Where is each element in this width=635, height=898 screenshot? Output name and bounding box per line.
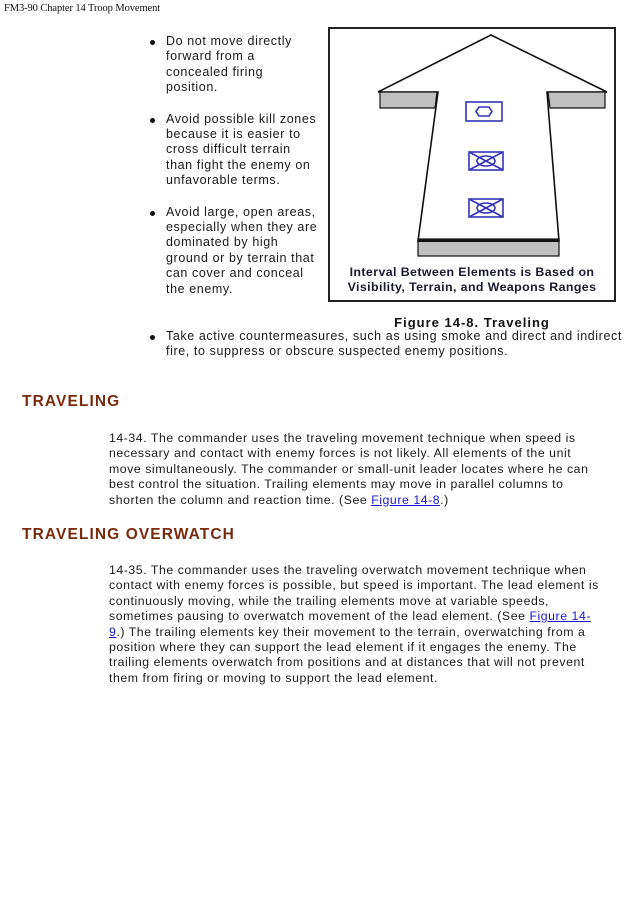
bullet-text: Do not move directly forward from a concealed firing position. bbox=[166, 34, 292, 95]
bullet-text: Take active countermeasures, such as using smoke and direct and indirect fire, to suppress or obscure suspected enemy positions. bbox=[166, 329, 622, 359]
left-shoulder-band bbox=[380, 92, 437, 108]
bullet-dot-icon bbox=[150, 118, 155, 123]
figure-note-line: Interval Between Elements is Based on bbox=[349, 265, 595, 279]
figure-note-line: Visibility, Terrain, and Weapons Ranges bbox=[347, 280, 597, 294]
bullet-dot-icon bbox=[150, 335, 155, 340]
bullet-item bbox=[148, 329, 635, 360]
bullet-item bbox=[148, 112, 318, 189]
base-band-top bbox=[418, 239, 559, 242]
bullet-item bbox=[148, 205, 318, 297]
paragraph-text: .) The trailing elements key their movement to the terrain, overwatching from a position where they can support the lead element if it engages the enemy. The trailing elements overwatch from positions and at distances that will not prevent them from firing or moving to support the lead element. bbox=[109, 624, 586, 685]
bullet-text: Avoid possible kill zones because it is easier to cross difficult terrain than fight the enemy on unfavorable terms. bbox=[166, 111, 317, 188]
figure-note bbox=[330, 265, 614, 295]
running-header: FM3-90 Chapter 14 Troop Movement bbox=[4, 3, 161, 14]
bullet-dot-icon bbox=[150, 40, 155, 45]
figure-traveling bbox=[328, 27, 616, 302]
right-shoulder-band bbox=[548, 92, 605, 108]
figure-caption: Figure 14-8. Traveling bbox=[394, 315, 550, 330]
paragraph-14-35 bbox=[109, 563, 601, 686]
section-title-traveling-overwatch: TRAVELING OVERWATCH bbox=[22, 526, 235, 543]
figure-14-9-link[interactable]: Figure 14-9 bbox=[109, 609, 591, 639]
paragraph-text: 14-35. The commander uses the traveling overwatch movement technique when contact with enemy forces is possible, but speed is important. The lead element is continuously moving, while the trailing elements move at variable speeds, sometimes pausing to overwatch movement of the lead element. (See bbox=[109, 563, 599, 624]
section-title-traveling: TRAVELING bbox=[22, 393, 121, 410]
paragraph-14-34 bbox=[109, 431, 601, 508]
bullet-list bbox=[148, 34, 318, 313]
paragraph-text: 14-34. The commander uses the traveling movement technique when speed is necessary and contact with enemy forces is not likely. All elements of the unit move simultaneously. The commander or small-unit leader locates where he can best control the situation. Trailing elements may move in parallel columns to shorten the column and reaction time. (See bbox=[109, 431, 589, 507]
bullet-dot-icon bbox=[150, 211, 155, 216]
paragraph-text: .) bbox=[440, 492, 449, 507]
traveling-arrow-diagram bbox=[330, 29, 614, 300]
arrow-shape-icon bbox=[378, 35, 607, 241]
bullet-text: Avoid large, open areas, especially when they are dominated by high ground or by terrain that can cover and conceal the enemy. bbox=[166, 204, 318, 296]
bullet-item bbox=[148, 34, 318, 96]
figure-14-8-link[interactable]: Figure 14-8 bbox=[371, 492, 441, 507]
